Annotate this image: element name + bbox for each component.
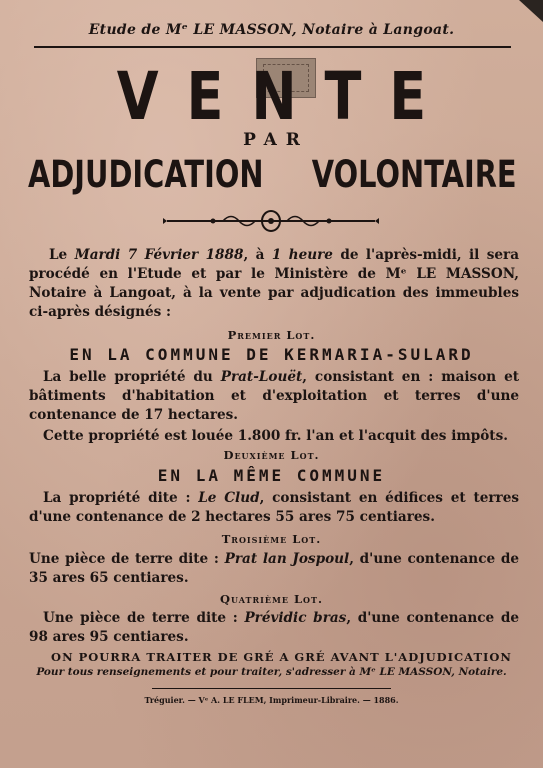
intro-paragraph: Le Mardi 7 Février 1888, à 1 heure de l'après-midi, il sera procédé en l'Etude et par le Ministère de Mᵉ LE MASSON, Notaire à Langoat, à la vente par adjudication des immeubles ci-après désignés :	[29, 247, 520, 320]
lot1-description: La belle propriété du Prat-Louët, consistant en : maison et bâtiments d'habitation et d'exploitation et terres d'une contenance de 17 hectares. Cette propriété est louée 1.800 fr. l'an et l'acquit des impôts.	[29, 369, 519, 444]
lot4-property-name: Prévidic bras	[244, 610, 347, 626]
lot2-description: La propriété dite : Le Clud, consistant en édifices et terres d'une contenance de 2 hectares 55 ares 75 centiares.	[29, 490, 520, 525]
lot2-property-name: Le Clud	[198, 490, 260, 506]
printer-imprint: Tréguier. — Vᵉ A. LE FLEM, Imprimeur-Libraire. — 1886.	[144, 695, 399, 705]
title-vente: VENTE	[116, 58, 455, 135]
notice-gre-a-gre: ON POURRA TRAITER DE GRÉ A GRÉ AVANT L'ADJUDICATION	[51, 650, 512, 664]
lot4-description: Une pièce de terre dite : Prévidic bras, d'une contenance de 98 ares 95 centiares.	[29, 610, 520, 645]
header-rule	[34, 46, 511, 48]
sale-date: Mardi 7 Février 1888	[74, 247, 244, 263]
lot3-property-name: Prat lan Jospoul	[224, 551, 350, 567]
lot2-commune: EN LA MÊME COMMUNE	[157, 466, 386, 485]
title-volontaire: VOLONTAIRE	[312, 153, 517, 196]
lot4-title: Quatrième Lot.	[220, 592, 323, 606]
title-adjudication: ADJUDICATION	[28, 153, 264, 196]
lot1-property-name: Prat-Louët	[220, 369, 303, 385]
lot1-commune: EN LA COMMUNE DE KERMARIA-SULARD	[69, 345, 474, 364]
ornament-divider	[163, 208, 379, 234]
notice-contact: Pour tous renseignements et pour traiter, s'adresser à Mᵉ LE MASSON, Notaire.	[36, 666, 507, 678]
notary-header: Etude de Mᵉ LE MASSON, Notaire à Langoat.	[88, 22, 455, 38]
lot1-title: Premier Lot.	[227, 328, 316, 342]
lot1-rent: Cette propriété est louée 1.800 fr. l'an et l'acquit des impôts.	[43, 428, 508, 444]
lot2-title: Deuxième Lot.	[223, 448, 320, 462]
lot3-description: Une pièce de terre dite : Prat lan Jospoul, d'une contenance de 35 ares 65 centiares.	[29, 551, 519, 586]
footer-rule	[152, 688, 391, 689]
lot3-title: Troisième Lot.	[221, 532, 322, 546]
title-par: PAR	[243, 130, 309, 150]
torn-corner	[513, 0, 543, 22]
sale-hour: 1 heure	[271, 247, 333, 263]
